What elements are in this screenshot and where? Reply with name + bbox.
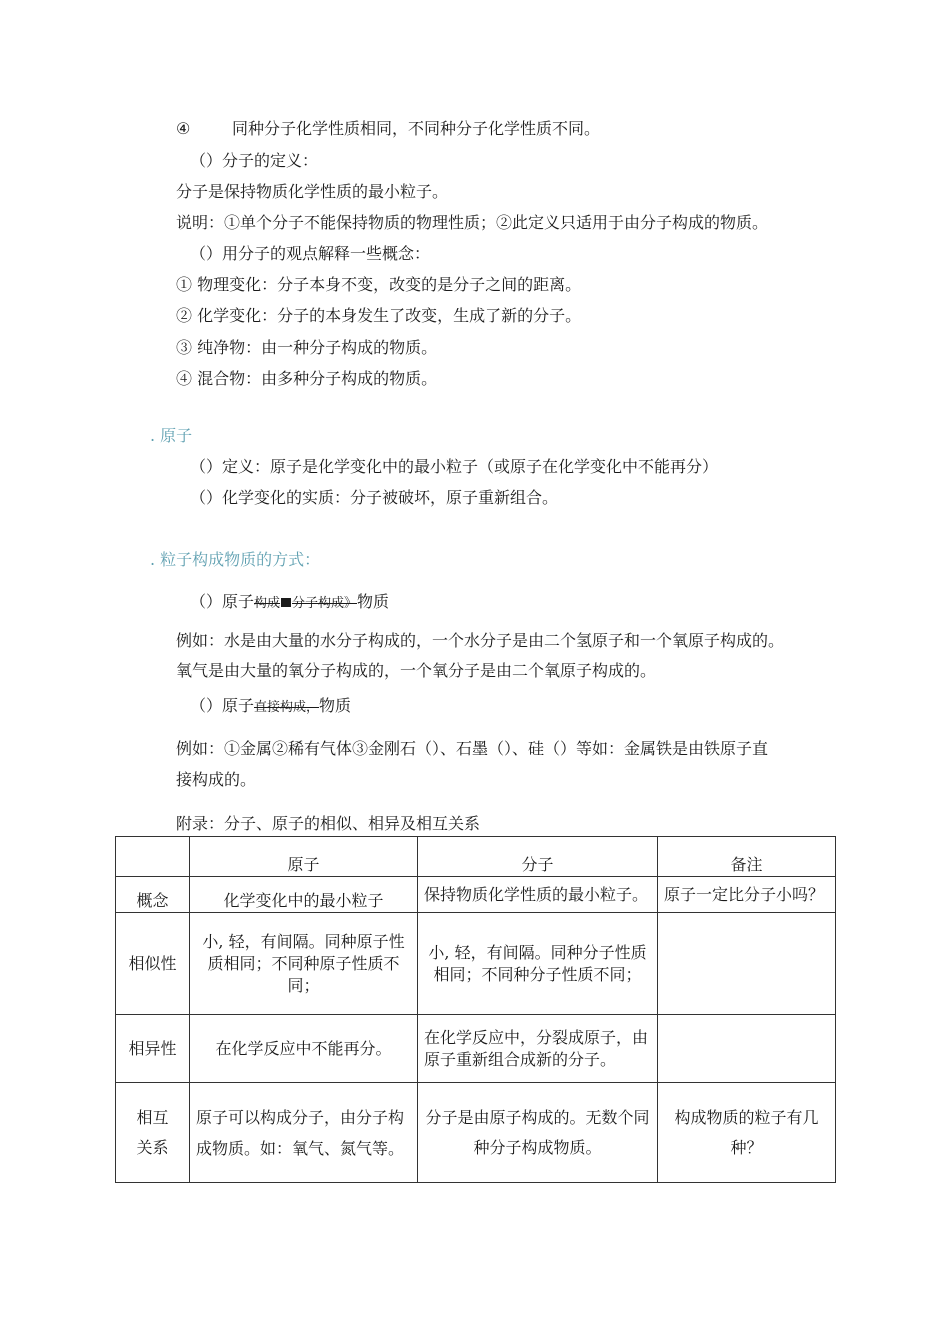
atom-molecule-table <box>115 836 836 1183</box>
table-row <box>116 1083 836 1183</box>
table-cell: 保持物质化学性质的最小粒子。 <box>418 877 658 913</box>
text-line: ③ 纯净物：由一种分子构成的物质。 <box>176 338 438 357</box>
table-cell: 化学变化中的最小粒子 <box>190 877 418 913</box>
way-suffix: 物质 <box>357 592 390 611</box>
text-line: 例如：水是由大量的水分子构成的，一个水分子是由二个氢原子和一个氧原子构成的。 <box>176 631 785 650</box>
text-line: 说明：①单个分子不能保持物质的物理性质；②此定义只适用于由分子构成的物质。 <box>176 213 769 232</box>
table-cell: 构成物质的粒子有几种？ <box>658 1083 836 1183</box>
header-cell: 分子 <box>418 837 658 877</box>
table-cell: 小, 轻，有间隔。同种分子性质相同；不同种分子性质不同； <box>418 913 658 1015</box>
way-prefix: （）原子 <box>190 592 255 611</box>
row-label: 相互关系 <box>116 1083 190 1183</box>
line-text: 同种分子化学性质相同，不同种分子化学性质不同。 <box>232 119 601 138</box>
text-line <box>176 118 600 140</box>
table-cell: 在化学反应中，分裂成原子，由原子重新组合成新的分子。 <box>418 1015 658 1083</box>
row-label: 相异性 <box>116 1015 190 1083</box>
table-cell: 原子可以构成分子，由分子构成物质。如：氧气、氮气等。 <box>190 1083 418 1183</box>
way-suffix: 物质 <box>319 696 352 715</box>
text-line: ② 化学变化：分子的本身发生了改变，生成了新的分子。 <box>176 306 582 325</box>
appendix-caption: 附录：分子、原子的相似、相异及相互关系 <box>176 814 481 833</box>
section-label-molecule-definition: （）分子的定义： <box>190 151 319 170</box>
composition-way-2 <box>190 695 351 719</box>
table-row <box>116 913 836 1015</box>
text-line: ① 物理变化：分子本身不变，改变的是分子之间的距离。 <box>176 275 582 294</box>
struck-part-b: 分子构成》 <box>292 596 358 611</box>
row-label: 相似性 <box>116 913 190 1015</box>
struck-text: 直接构成， <box>254 700 320 715</box>
heading-composition: . 粒子构成物质的方式： <box>150 550 321 569</box>
table-cell <box>658 913 836 1015</box>
table-cell <box>658 1015 836 1083</box>
table-header-row <box>116 837 836 877</box>
table-row <box>116 1015 836 1083</box>
row-label: 概念 <box>116 877 190 913</box>
text-line: （）定义：原子是化学变化中的最小粒子（或原子在化学变化中不能再分） <box>190 457 719 476</box>
table-cell: 小, 轻，有间隔。同种原子性质相同；不同种原子性质不同； <box>190 913 418 1015</box>
composition-way-1 <box>190 591 389 615</box>
text-line: 氧气是由大量的氧分子构成的，一个氧分子是由二个氧原子构成的。 <box>176 661 657 680</box>
text-line: （）化学变化的实质：分子被破坏，原子重新组合。 <box>190 488 559 507</box>
section-label-concepts: （）用分子的观点解释一些概念： <box>190 244 431 263</box>
way-prefix: （）原子 <box>190 696 255 715</box>
heading-atom: . 原子 <box>150 426 193 445</box>
black-square-icon <box>281 598 291 607</box>
text-line: 例如：①金属②稀有气体③金刚石（）、石墨（）、硅（）等如：金属铁是由铁原子直 <box>176 739 769 758</box>
text-line: ④ 混合物：由多种分子构成的物质。 <box>176 369 438 388</box>
struck-text <box>254 596 357 611</box>
header-cell: 备注 <box>658 837 836 877</box>
text-line: 接构成的。 <box>176 770 257 789</box>
table-cell: 原子一定比分子小吗？ <box>658 877 836 913</box>
table-row <box>116 877 836 913</box>
table-cell: 在化学反应中不能再分。 <box>190 1015 418 1083</box>
struck-part-a: 构成 <box>254 596 281 611</box>
list-number: ④ <box>176 119 191 138</box>
header-cell <box>116 837 190 877</box>
header-cell: 原子 <box>190 837 418 877</box>
table-cell: 分子是由原子构成的。无数个同种分子构成物质。 <box>418 1083 658 1183</box>
text-line: 分子是保持物质化学性质的最小粒子。 <box>176 182 449 201</box>
